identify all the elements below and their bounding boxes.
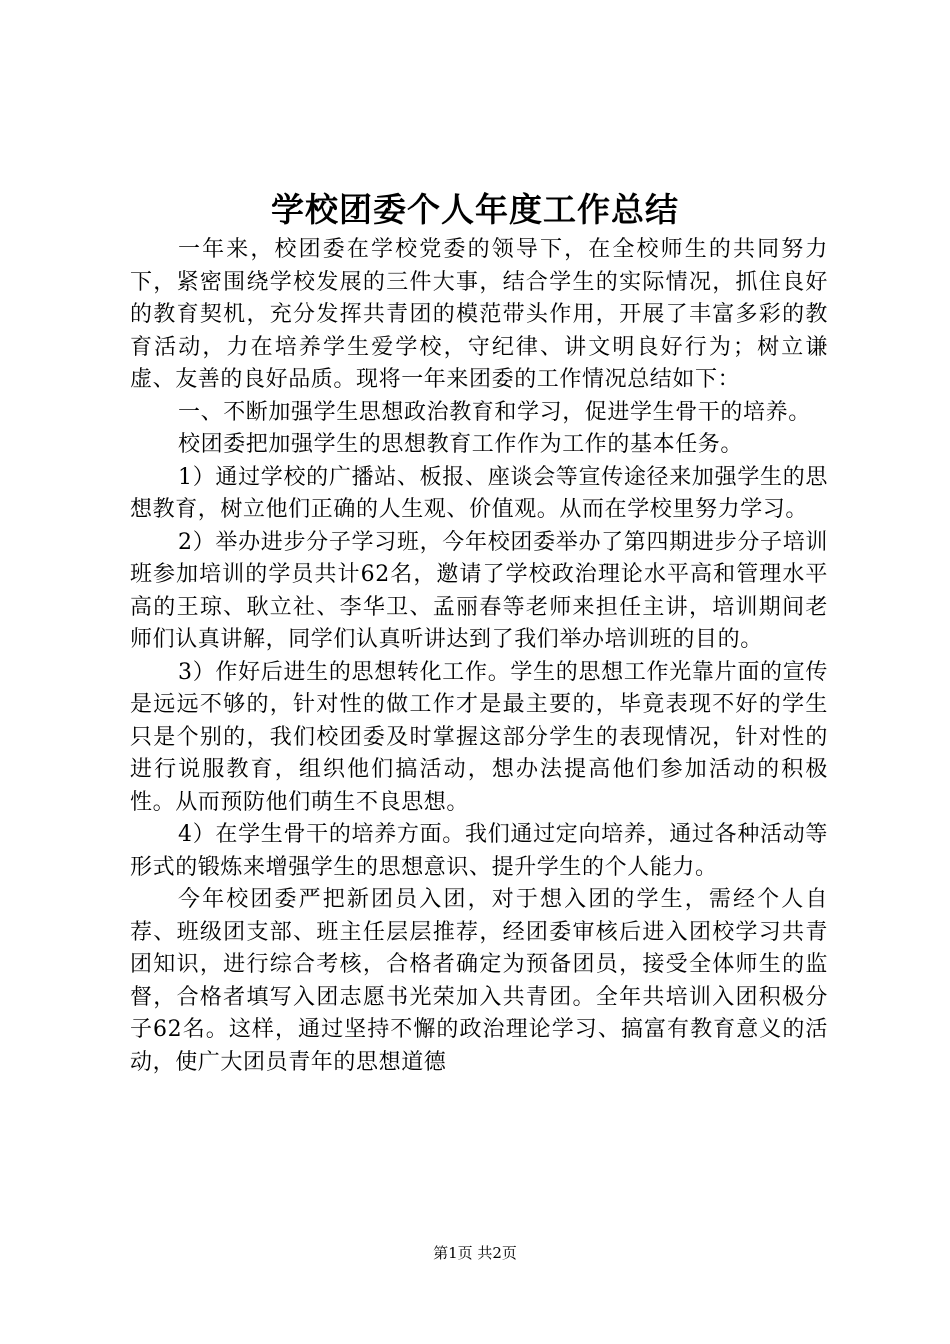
paragraph-basic-task: 校团委把加强学生的思想教育工作作为工作的基本任务。 (178, 432, 744, 457)
paragraph-item-3: 3）作好后进生的思想转化工作。学生的思想工作光靠片面的宣传是远远不够的，针对性的做工作才是最主要的，毕竟表现不好的学生只是个别的，我们校团委及时掌握这部分学生的表现情况，针对性的进行说服教育，组织他们搞活动，想办法提高他们参加活动的积极性。从而预防他们萌生不良思想。 (130, 659, 828, 815)
paragraph-new-members: 今年校团委严把新团员入团，对于想入团的学生，需经个人自荐、班级团支部、班主任层层推荐，经团委审核后进入团校学习共青团知识，进行综合考核，合格者确定为预备团员，接受全体师生的监督，合格者填写入团志愿书光荣加入共青团。全年共培训入团积极分子62名。这样，通过坚持不懈的政治理论学习、搞富有教育意义的活动，使广大团员青年的思想道德 (130, 887, 828, 1075)
page-footer: 第1页 共2页 (433, 1244, 517, 1262)
paragraph-intro: 一年来，校团委在学校党委的领导下，在全校师生的共同努力下，紧密围绕学校发展的三件大事，结合学生的实际情况，抓住良好的教育契机，充分发挥共青团的模范带头作用，开展了丰富多彩的教育活动，力在培养学生爱学校，守纪律、讲文明良好行为；树立谦虚、友善的良好品质。现将一年来团委的工作情况总结如下： (130, 237, 828, 392)
paragraph-item-1: 1）通过学校的广播站、板报、座谈会等宣传途径来加强学生的思想教育，树立他们正确的人生观、价值观。从而在学校里努力学习。 (130, 464, 828, 522)
document-title: 学校团委个人年度工作总结 (271, 190, 679, 229)
document-body (130, 234, 828, 1079)
paragraph-section-heading: 一、不断加强学生思想政治教育和学习，促进学生骨干的培养。 (178, 399, 811, 425)
paragraph-item-2: 2）举办进步分子学习班，今年校团委举办了第四期进步分子培训班参加培训的学员共计62名，邀请了学校政治理论水平高和管理水平高的王琼、耿立社、李华卫、孟丽春等老师来担任主讲，培训期间老师们认真讲解，同学们认真听讲达到了我们举办培训班的目的。 (130, 529, 828, 652)
paragraph-item-4: 4）在学生骨干的培养方面。我们通过定向培养，通过各种活动等形式的锻炼来增强学生的思想意识、提升学生的个人能力。 (130, 822, 828, 880)
